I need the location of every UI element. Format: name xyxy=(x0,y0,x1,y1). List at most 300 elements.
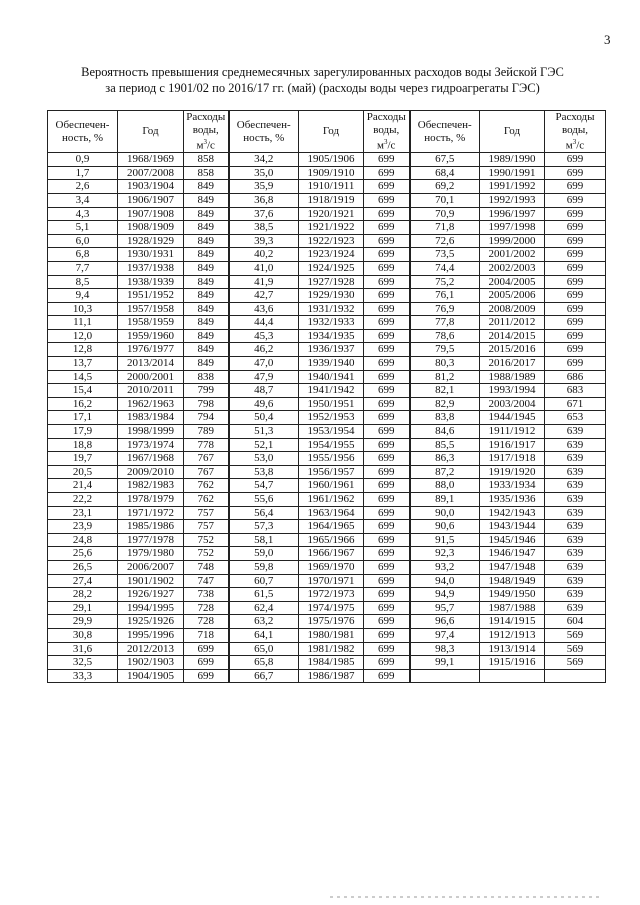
cell-year-1: 1968/1969 xyxy=(118,153,184,167)
cell-flow-1: 849 xyxy=(184,329,229,343)
cell-year-3: 1915/1916 xyxy=(480,656,545,670)
cell-flow-3: 699 xyxy=(545,153,606,167)
cell-year-1: 1928/1929 xyxy=(118,234,184,248)
cell-flow-2: 699 xyxy=(364,642,410,656)
cell-year-3: 1914/1915 xyxy=(480,615,545,629)
cell-year-1: 1903/1904 xyxy=(118,180,184,194)
cell-year-2: 1966/1967 xyxy=(299,547,364,561)
cell-prob-1: 12,0 xyxy=(48,329,118,343)
cell-flow-3: 639 xyxy=(545,425,606,439)
cell-prob-3: 86,3 xyxy=(410,452,480,466)
cell-prob-1: 2,6 xyxy=(48,180,118,194)
cell-flow-2: 699 xyxy=(364,656,410,670)
cell-year-1: 1959/1960 xyxy=(118,329,184,343)
cell-prob-3: 78,6 xyxy=(410,329,480,343)
cell-flow-2: 699 xyxy=(364,601,410,615)
cell-year-3: 1990/1991 xyxy=(480,166,545,180)
cell-prob-3: 93,2 xyxy=(410,560,480,574)
table-row xyxy=(48,506,606,520)
table-row xyxy=(48,465,606,479)
probability-table xyxy=(47,110,606,683)
cell-prob-2: 66,7 xyxy=(229,669,299,683)
cell-flow-1: 699 xyxy=(184,656,229,670)
cell-year-1: 1976/1977 xyxy=(118,343,184,357)
cell-prob-2: 57,3 xyxy=(229,520,299,534)
cell-prob-3: 98,3 xyxy=(410,642,480,656)
cell-year-2: 1963/1964 xyxy=(299,506,364,520)
cell-year-3: 1997/1998 xyxy=(480,221,545,235)
header-flow-2: Расходы воды, $м^3/с$ xyxy=(364,111,410,153)
cell-prob-3: 69,2 xyxy=(410,180,480,194)
header-prob-1: Обеспечен-ность, % xyxy=(48,111,118,153)
cell-prob-3: 68,4 xyxy=(410,166,480,180)
cell-prob-1: 7,7 xyxy=(48,261,118,275)
cell-year-3: 1916/1917 xyxy=(480,438,545,452)
cell-flow-3: 699 xyxy=(545,166,606,180)
table-row xyxy=(48,642,606,656)
cell-flow-3: 639 xyxy=(545,506,606,520)
cell-year-3: 1988/1989 xyxy=(480,370,545,384)
cell-year-3: 1919/1920 xyxy=(480,465,545,479)
cell-flow-1: 748 xyxy=(184,560,229,574)
cell-prob-2: 53,8 xyxy=(229,465,299,479)
cell-flow-3: 699 xyxy=(545,343,606,357)
cell-year-2: 1909/1910 xyxy=(299,166,364,180)
cell-prob-1: 25,6 xyxy=(48,547,118,561)
cell-year-2: 1924/1925 xyxy=(299,261,364,275)
cell-flow-2: 699 xyxy=(364,465,410,479)
cell-year-1: 1904/1905 xyxy=(118,669,184,683)
cell-year-2: 1965/1966 xyxy=(299,533,364,547)
cell-flow-3: 699 xyxy=(545,261,606,275)
cell-year-1: 1958/1959 xyxy=(118,316,184,330)
cell-year-1: 1967/1968 xyxy=(118,452,184,466)
cell-flow-3: 639 xyxy=(545,520,606,534)
cell-flow-1: 858 xyxy=(184,166,229,180)
cell-prob-2: 54,7 xyxy=(229,479,299,493)
cell-year-1: 1982/1983 xyxy=(118,479,184,493)
cell-prob-1: 17,1 xyxy=(48,411,118,425)
cell-prob-1: 3,4 xyxy=(48,193,118,207)
cell-year-2: 1984/1985 xyxy=(299,656,364,670)
cell-prob-2: 65,0 xyxy=(229,642,299,656)
cell-prob-3: 91,5 xyxy=(410,533,480,547)
cell-year-2: 1960/1961 xyxy=(299,479,364,493)
table-row xyxy=(48,574,606,588)
cell-year-1: 1906/1907 xyxy=(118,193,184,207)
cell-prob-2: 41,0 xyxy=(229,261,299,275)
cell-flow-3: 639 xyxy=(545,493,606,507)
cell-prob-3: 97,4 xyxy=(410,628,480,642)
cell-prob-1: 9,4 xyxy=(48,289,118,303)
cell-prob-1: 6,8 xyxy=(48,248,118,262)
cell-prob-1: 4,3 xyxy=(48,207,118,221)
header-prob-2: Обеспечен-ность, % xyxy=(229,111,299,153)
cell-prob-1: 14,5 xyxy=(48,370,118,384)
cell-year-1: 1983/1984 xyxy=(118,411,184,425)
table-row xyxy=(48,302,606,316)
cell-prob-1: 32,5 xyxy=(48,656,118,670)
cell-prob-1: 10,3 xyxy=(48,302,118,316)
cell-flow-1: 849 xyxy=(184,275,229,289)
table-row xyxy=(48,628,606,642)
cell-year-2: 1918/1919 xyxy=(299,193,364,207)
cell-year-3: 2015/2016 xyxy=(480,343,545,357)
table-row xyxy=(48,261,606,275)
cell-year-2: 1975/1976 xyxy=(299,615,364,629)
cell-flow-2: 699 xyxy=(364,166,410,180)
cell-prob-3: 83,8 xyxy=(410,411,480,425)
cell-flow-3: 699 xyxy=(545,193,606,207)
header-flow-3: Расходы воды, $м^3/с$ xyxy=(545,111,606,153)
cell-flow-2: 699 xyxy=(364,520,410,534)
cell-prob-2: 38,5 xyxy=(229,221,299,235)
cell-prob-1: 23,9 xyxy=(48,520,118,534)
cell-prob-1: 19,7 xyxy=(48,452,118,466)
table-row xyxy=(48,479,606,493)
cell-year-2: 1922/1923 xyxy=(299,234,364,248)
cell-prob-2: 59,8 xyxy=(229,560,299,574)
cell-year-2: 1969/1970 xyxy=(299,560,364,574)
cell-year-2: 1952/1953 xyxy=(299,411,364,425)
cell-prob-2: 35,9 xyxy=(229,180,299,194)
cell-year-2: 1932/1933 xyxy=(299,316,364,330)
cell-year-3: 2011/2012 xyxy=(480,316,545,330)
cell-flow-1: 849 xyxy=(184,357,229,371)
cell-year-1: 1937/1938 xyxy=(118,261,184,275)
cell-year-3: 1949/1950 xyxy=(480,588,545,602)
cell-prob-3: 90,6 xyxy=(410,520,480,534)
cell-flow-1: 849 xyxy=(184,234,229,248)
cell-flow-2: 699 xyxy=(364,153,410,167)
cell-year-2: 1961/1962 xyxy=(299,493,364,507)
cell-flow-1: 752 xyxy=(184,547,229,561)
cell-flow-3 xyxy=(545,669,606,683)
cell-year-2: 1955/1956 xyxy=(299,452,364,466)
cell-flow-3: 639 xyxy=(545,533,606,547)
cell-prob-1: 22,2 xyxy=(48,493,118,507)
table-row xyxy=(48,153,606,167)
cell-year-3: 1935/1936 xyxy=(480,493,545,507)
cell-prob-3: 88,0 xyxy=(410,479,480,493)
cell-flow-3: 699 xyxy=(545,275,606,289)
cell-prob-2: 39,3 xyxy=(229,234,299,248)
table-row xyxy=(48,601,606,615)
cell-year-2: 1923/1924 xyxy=(299,248,364,262)
cell-flow-1: 728 xyxy=(184,615,229,629)
cell-flow-3: 699 xyxy=(545,221,606,235)
cell-year-1: 2010/2011 xyxy=(118,384,184,398)
cell-year-3: 2008/2009 xyxy=(480,302,545,316)
cell-prob-3: 81,2 xyxy=(410,370,480,384)
cell-prob-2: 41,9 xyxy=(229,275,299,289)
cell-flow-1: 738 xyxy=(184,588,229,602)
cell-year-3: 2004/2005 xyxy=(480,275,545,289)
cell-prob-1: 8,5 xyxy=(48,275,118,289)
cell-flow-2: 699 xyxy=(364,302,410,316)
cell-prob-3: 92,3 xyxy=(410,547,480,561)
cell-year-1: 1926/1927 xyxy=(118,588,184,602)
cell-prob-2: 61,5 xyxy=(229,588,299,602)
cell-year-2: 1986/1987 xyxy=(299,669,364,683)
cell-prob-2: 65,8 xyxy=(229,656,299,670)
cell-year-1: 2000/2001 xyxy=(118,370,184,384)
cell-prob-2: 47,9 xyxy=(229,370,299,384)
cell-prob-2: 42,7 xyxy=(229,289,299,303)
cell-year-3: 2014/2015 xyxy=(480,329,545,343)
cell-year-3: 1991/1992 xyxy=(480,180,545,194)
cell-year-3: 1942/1943 xyxy=(480,506,545,520)
table-row xyxy=(48,289,606,303)
header-row xyxy=(48,111,606,153)
cell-flow-1: 767 xyxy=(184,452,229,466)
cell-flow-1: 849 xyxy=(184,193,229,207)
table-row xyxy=(48,547,606,561)
cell-flow-1: 799 xyxy=(184,384,229,398)
cell-prob-3: 70,1 xyxy=(410,193,480,207)
table-row xyxy=(48,588,606,602)
header-year-2: Год xyxy=(299,111,364,153)
cell-prob-1: 18,8 xyxy=(48,438,118,452)
cell-prob-1: 24,8 xyxy=(48,533,118,547)
cell-prob-2: 44,4 xyxy=(229,316,299,330)
cell-flow-1: 699 xyxy=(184,669,229,683)
cell-year-1: 1978/1979 xyxy=(118,493,184,507)
cell-prob-3 xyxy=(410,669,480,683)
cell-flow-2: 699 xyxy=(364,207,410,221)
table-row xyxy=(48,221,606,235)
cell-flow-2: 699 xyxy=(364,452,410,466)
table-row xyxy=(48,275,606,289)
cell-year-3: 1999/2000 xyxy=(480,234,545,248)
table-row xyxy=(48,248,606,262)
cell-flow-2: 699 xyxy=(364,615,410,629)
cell-flow-3: 604 xyxy=(545,615,606,629)
cell-year-3: 1996/1997 xyxy=(480,207,545,221)
cell-flow-3: 699 xyxy=(545,302,606,316)
cell-flow-2: 699 xyxy=(364,560,410,574)
table-row xyxy=(48,397,606,411)
cell-flow-1: 849 xyxy=(184,302,229,316)
cell-flow-1: 849 xyxy=(184,343,229,357)
cell-flow-1: 849 xyxy=(184,261,229,275)
header-year-1: Год xyxy=(118,111,184,153)
cell-prob-1: 0,9 xyxy=(48,153,118,167)
cell-flow-2: 699 xyxy=(364,493,410,507)
cell-flow-1: 718 xyxy=(184,628,229,642)
cell-prob-3: 96,6 xyxy=(410,615,480,629)
cell-year-3: 1912/1913 xyxy=(480,628,545,642)
table-row xyxy=(48,180,606,194)
cell-flow-1: 849 xyxy=(184,248,229,262)
table-row xyxy=(48,438,606,452)
cell-year-3: 1944/1945 xyxy=(480,411,545,425)
cell-prob-3: 77,8 xyxy=(410,316,480,330)
table-row xyxy=(48,370,606,384)
cell-prob-1: 16,2 xyxy=(48,397,118,411)
cell-prob-1: 23,1 xyxy=(48,506,118,520)
cell-prob-1: 21,4 xyxy=(48,479,118,493)
cell-year-1: 1971/1972 xyxy=(118,506,184,520)
table-row xyxy=(48,452,606,466)
cell-flow-2: 699 xyxy=(364,628,410,642)
scan-artifact-line xyxy=(0,894,640,900)
cell-year-3: 2016/2017 xyxy=(480,357,545,371)
cell-prob-1: 28,2 xyxy=(48,588,118,602)
cell-flow-2: 699 xyxy=(364,425,410,439)
cell-prob-2: 51,3 xyxy=(229,425,299,439)
cell-year-2: 1940/1941 xyxy=(299,370,364,384)
cell-prob-2: 46,2 xyxy=(229,343,299,357)
cell-flow-3: 569 xyxy=(545,642,606,656)
table-row xyxy=(48,493,606,507)
cell-flow-1: 778 xyxy=(184,438,229,452)
cell-flow-1: 849 xyxy=(184,207,229,221)
cell-flow-2: 699 xyxy=(364,261,410,275)
cell-prob-3: 71,8 xyxy=(410,221,480,235)
cell-prob-1: 12,8 xyxy=(48,343,118,357)
cell-flow-1: 789 xyxy=(184,425,229,439)
cell-prob-1: 6,0 xyxy=(48,234,118,248)
cell-prob-2: 62,4 xyxy=(229,601,299,615)
cell-flow-3: 699 xyxy=(545,357,606,371)
cell-flow-3: 639 xyxy=(545,588,606,602)
cell-year-2: 1954/1955 xyxy=(299,438,364,452)
cell-prob-3: 94,0 xyxy=(410,574,480,588)
cell-prob-1: 11,1 xyxy=(48,316,118,330)
cell-prob-2: 34,2 xyxy=(229,153,299,167)
table-row xyxy=(48,533,606,547)
table-row xyxy=(48,669,606,683)
table-row xyxy=(48,207,606,221)
table-row xyxy=(48,316,606,330)
table-row xyxy=(48,520,606,534)
cell-prob-1: 29,1 xyxy=(48,601,118,615)
cell-year-1: 1938/1939 xyxy=(118,275,184,289)
cell-prob-2: 60,7 xyxy=(229,574,299,588)
cell-flow-3: 683 xyxy=(545,384,606,398)
cell-year-2: 1974/1975 xyxy=(299,601,364,615)
cell-flow-2: 699 xyxy=(364,574,410,588)
cell-prob-1: 5,1 xyxy=(48,221,118,235)
cell-year-3: 1917/1918 xyxy=(480,452,545,466)
cell-year-1: 1979/1980 xyxy=(118,547,184,561)
cell-year-3: 1948/1949 xyxy=(480,574,545,588)
cell-prob-2: 64,1 xyxy=(229,628,299,642)
table-row xyxy=(48,411,606,425)
cell-prob-2: 43,6 xyxy=(229,302,299,316)
cell-year-1: 1951/1952 xyxy=(118,289,184,303)
cell-flow-3: 639 xyxy=(545,601,606,615)
cell-prob-1: 15,4 xyxy=(48,384,118,398)
cell-flow-3: 699 xyxy=(545,180,606,194)
cell-flow-2: 699 xyxy=(364,180,410,194)
cell-flow-2: 699 xyxy=(364,357,410,371)
cell-flow-2: 699 xyxy=(364,506,410,520)
cell-year-2: 1920/1921 xyxy=(299,207,364,221)
cell-flow-2: 699 xyxy=(364,397,410,411)
cell-prob-3: 73,5 xyxy=(410,248,480,262)
cell-prob-3: 82,9 xyxy=(410,397,480,411)
cell-flow-2: 699 xyxy=(364,547,410,561)
cell-prob-3: 99,1 xyxy=(410,656,480,670)
cell-prob-1: 31,6 xyxy=(48,642,118,656)
cell-year-2: 1936/1937 xyxy=(299,343,364,357)
cell-year-3: 1933/1934 xyxy=(480,479,545,493)
cell-prob-3: 94,9 xyxy=(410,588,480,602)
cell-flow-3: 639 xyxy=(545,574,606,588)
cell-prob-3: 80,3 xyxy=(410,357,480,371)
cell-year-3: 2005/2006 xyxy=(480,289,545,303)
cell-prob-1: 29,9 xyxy=(48,615,118,629)
cell-prob-2: 58,1 xyxy=(229,533,299,547)
cell-flow-3: 699 xyxy=(545,289,606,303)
cell-year-2: 1941/1942 xyxy=(299,384,364,398)
cell-flow-3: 699 xyxy=(545,234,606,248)
cell-year-2: 1972/1973 xyxy=(299,588,364,602)
cell-flow-1: 752 xyxy=(184,533,229,547)
cell-year-1: 1930/1931 xyxy=(118,248,184,262)
cell-prob-2: 36,8 xyxy=(229,193,299,207)
cell-prob-3: 84,6 xyxy=(410,425,480,439)
cell-year-1: 2012/2013 xyxy=(118,642,184,656)
cell-prob-1: 30,8 xyxy=(48,628,118,642)
cell-flow-2: 699 xyxy=(364,343,410,357)
cell-year-2: 1905/1906 xyxy=(299,153,364,167)
cell-prob-1: 33,3 xyxy=(48,669,118,683)
table-row xyxy=(48,357,606,371)
cell-flow-1: 794 xyxy=(184,411,229,425)
cell-year-3: 1911/1912 xyxy=(480,425,545,439)
cell-flow-3: 639 xyxy=(545,547,606,561)
cell-year-2: 1970/1971 xyxy=(299,574,364,588)
cell-year-2: 1953/1954 xyxy=(299,425,364,439)
cell-flow-2: 699 xyxy=(364,533,410,547)
cell-year-2: 1921/1922 xyxy=(299,221,364,235)
cell-year-1: 1901/1902 xyxy=(118,574,184,588)
cell-year-3: 1947/1948 xyxy=(480,560,545,574)
document-title xyxy=(40,64,605,96)
cell-prob-3: 76,9 xyxy=(410,302,480,316)
cell-year-1: 1907/1908 xyxy=(118,207,184,221)
cell-prob-3: 90,0 xyxy=(410,506,480,520)
cell-flow-2: 699 xyxy=(364,384,410,398)
cell-flow-2: 699 xyxy=(364,588,410,602)
cell-year-1: 1973/1974 xyxy=(118,438,184,452)
cell-flow-1: 849 xyxy=(184,180,229,194)
cell-prob-2: 55,6 xyxy=(229,493,299,507)
cell-flow-1: 762 xyxy=(184,479,229,493)
cell-year-2: 1981/1982 xyxy=(299,642,364,656)
cell-prob-2: 40,2 xyxy=(229,248,299,262)
cell-year-3: 1989/1990 xyxy=(480,153,545,167)
cell-flow-1: 728 xyxy=(184,601,229,615)
cell-flow-1: 762 xyxy=(184,493,229,507)
cell-prob-2: 35,0 xyxy=(229,166,299,180)
cell-flow-2: 699 xyxy=(364,438,410,452)
cell-year-1: 2009/2010 xyxy=(118,465,184,479)
cell-flow-2: 699 xyxy=(364,289,410,303)
cell-prob-2: 45,3 xyxy=(229,329,299,343)
cell-year-2: 1939/1940 xyxy=(299,357,364,371)
cell-prob-3: 76,1 xyxy=(410,289,480,303)
cell-year-3: 1992/1993 xyxy=(480,193,545,207)
cell-flow-2: 699 xyxy=(364,669,410,683)
cell-flow-2: 699 xyxy=(364,370,410,384)
cell-prob-2: 56,4 xyxy=(229,506,299,520)
cell-flow-3: 699 xyxy=(545,207,606,221)
table-row xyxy=(48,425,606,439)
